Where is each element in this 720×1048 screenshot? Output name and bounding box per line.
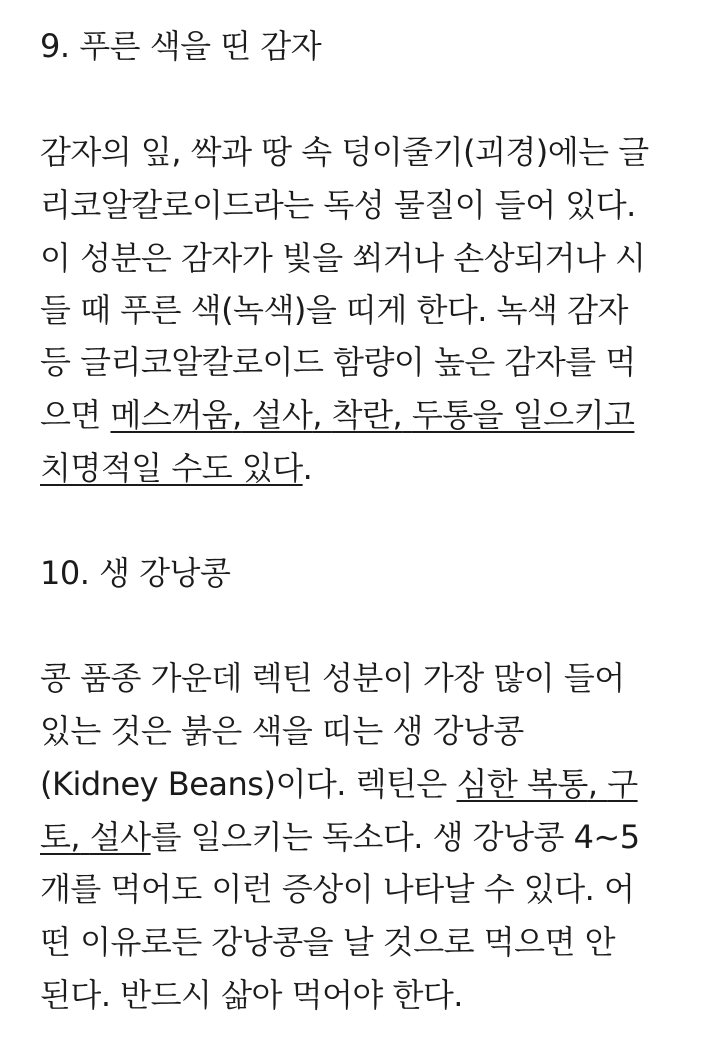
paragraph-line (40, 238, 645, 278)
underlined-comma: , (312, 396, 322, 434)
text-run: 개를 먹어도 이런 증상이 나타날 수 있다. 어 (40, 870, 635, 908)
text-run: 떤 이유로든 강낭콩을 날 것으로 먹으면 안 (40, 923, 616, 961)
underlined-comma: , (587, 765, 598, 803)
underlined-comma: , (392, 396, 403, 434)
underlined-space (242, 396, 252, 434)
text-run: 리코알칼로이드라는 독성 물질이 들어 있다. (40, 186, 636, 224)
text-run: 이 성분은 감자가 빛을 쐬거나 손상되거나 시 (40, 239, 646, 277)
paragraph-line (40, 448, 312, 488)
underlined-space (322, 396, 332, 434)
paragraph-line (40, 395, 634, 435)
paragraph-line (40, 132, 649, 172)
underlined-term: 설사 (251, 396, 313, 434)
section-heading: 10. 생 강낭콩 (40, 554, 231, 592)
underlined-term: 토 (40, 818, 71, 856)
text-run: 된다. 반드시 삶아 먹어야 한다. (40, 976, 463, 1014)
text-run: (Kidney Beans)이다. 렉틴은 (40, 765, 457, 803)
underlined-space (402, 396, 412, 434)
text-run: . (302, 449, 313, 487)
paragraph-line (40, 711, 524, 751)
text-run: 으면 (40, 396, 111, 434)
underlined-comma: , (70, 818, 81, 856)
text-run: 등 글리코알칼로이드 함량이 높은 감자를 먹 (40, 343, 636, 381)
underlined-term: 메스꺼움 (110, 396, 233, 434)
text-run: 들 때 푸른 색(녹색)을 띠게 한다. 녹색 감자 (40, 291, 628, 329)
paragraph-line (40, 658, 625, 698)
paragraph-line (40, 290, 628, 330)
underlined-comma: , (232, 396, 242, 434)
underlined-space (598, 765, 608, 803)
paragraph-line (40, 764, 638, 804)
section-heading: 9. 푸른 색을 띤 감자 (40, 27, 322, 65)
text-run: 있는 것은 붉은 색을 띠는 생 강낭콩 (40, 712, 524, 750)
paragraph-line (40, 975, 463, 1015)
paragraph-line (40, 342, 636, 382)
underlined-term: 구 (607, 765, 638, 803)
underlined-term: 치명적일 수도 있다 (40, 449, 303, 487)
paragraph-line (40, 817, 640, 857)
paragraph-line (40, 869, 634, 909)
text-run: 콩 품종 가운데 렉틴 성분이 가장 많이 들어 (40, 659, 625, 697)
underlined-term: 착란 (331, 396, 393, 434)
underlined-term: 심한 복통 (456, 765, 588, 803)
underlined-space (80, 818, 90, 856)
text-run: 를 일으키는 독소다. 생 강낭콩 4~5 (150, 818, 640, 856)
text-run: 감자의 잎, 싹과 땅 속 덩이줄기(괴경)에는 글 (40, 133, 649, 171)
underlined-term: 설사 (89, 818, 151, 856)
underlined-term: 두통을 일으키고 (411, 396, 635, 434)
paragraph-line (40, 185, 636, 225)
paragraph-line (40, 922, 615, 962)
